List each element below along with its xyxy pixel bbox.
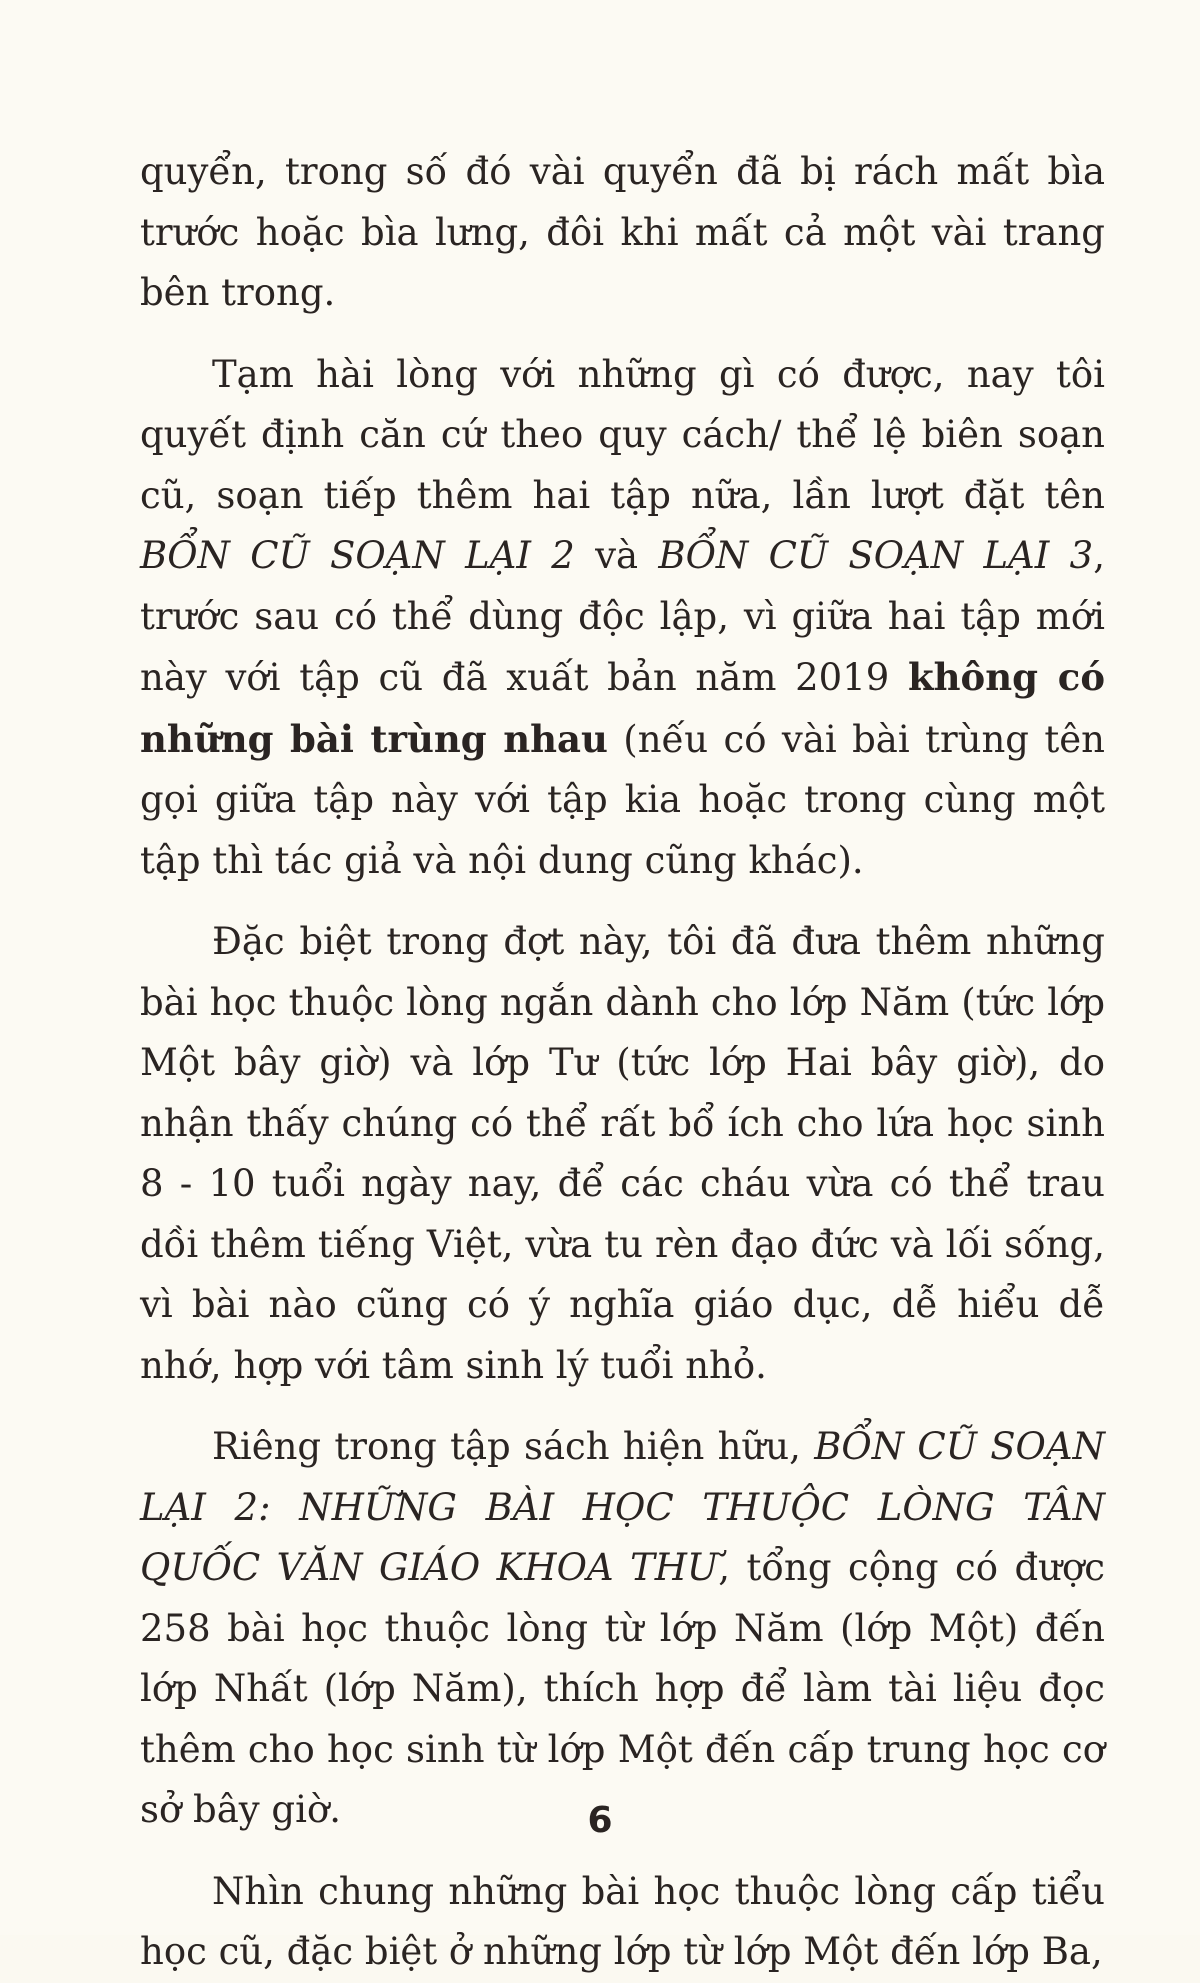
text-run: Riêng trong tập sách hiện hữu, — [212, 1425, 815, 1468]
text-run: Nhìn chung những bài học thuộc lòng cấp tiểu học cũ, đặc biệt ở những lớp từ lớp Một đến lớp Ba, — [140, 1869, 1105, 1973]
body-text — [140, 142, 1105, 1983]
text-run: , trước sau có thể dùng độc lập, vì giữa hai tập mới này với tập cũ đã xuất bản năm 2019 — [140, 534, 1105, 699]
paragraph-1 — [140, 142, 1105, 324]
paragraph-5 — [140, 1862, 1105, 1983]
book-title-italic: BỔN CŨ SOẠN LẠI 2: NHỮNG BÀI HỌC THUỘC LÒNG TÂN QUỐC VĂN GIÁO KHOA THƯ — [140, 1425, 1105, 1589]
text-run: Đặc biệt trong đợt này, tôi đã đưa thêm những bài học thuộc lòng ngắn dành cho lớp Năm (tức lớp Một bây giờ) và lớp Tư (tức lớp Hai bây giờ), do nhận thấy chúng có thể rất bổ ích cho lứa học sinh 8 - 10 tuổi ngày nay, để các cháu vừa có thể trau dồi thêm tiếng Việt, vừa tu rèn đạo đức và lối sống, vì bài nào cũng có ý nghĩa giáo dục, dễ hiểu dễ nhớ, hợp với tâm sinh lý tuổi nhỏ. — [140, 920, 1105, 1387]
text-run: , tổng cộng có được 258 bài học thuộc lòng từ lớp Năm (lớp Một) đến lớp Nhất (lớp Năm), thích hợp để làm tài liệu đọc thêm cho học sinh từ lớp Một đến cấp trung học cơ sở bây giờ. — [140, 1546, 1105, 1831]
emphasis-bold: không có những bài trùng nhau — [140, 655, 1106, 761]
paragraph-4 — [140, 1417, 1105, 1841]
text-run: và — [574, 534, 659, 577]
text-run: Tạm hài lòng với những gì có được, nay tôi quyết định căn cứ theo quy cách/ thể lệ biên soạn cũ, soạn tiếp thêm hai tập nữa, lần lượt đặt tên — [140, 352, 1105, 517]
book-title-italic: BỔN CŨ SOẠN LẠI 2 — [140, 534, 575, 577]
page-number: 6 — [587, 1800, 613, 1841]
text-run: quyển, trong số đó vài quyển đã bị rách mất bìa trước hoặc bìa lưng, đôi khi mất cả một vài trang bên trong. — [140, 150, 1105, 314]
book-title-italic: BỔN CŨ SOẠN LẠI 3 — [658, 534, 1094, 577]
text-run: (nếu có vài bài trùng tên gọi giữa tập này với tập kia hoặc trong cùng một tập thì tác giả và nội dung cũng khác). — [140, 717, 1105, 882]
paragraph-2 — [140, 345, 1105, 892]
paragraph-3 — [140, 912, 1105, 1396]
